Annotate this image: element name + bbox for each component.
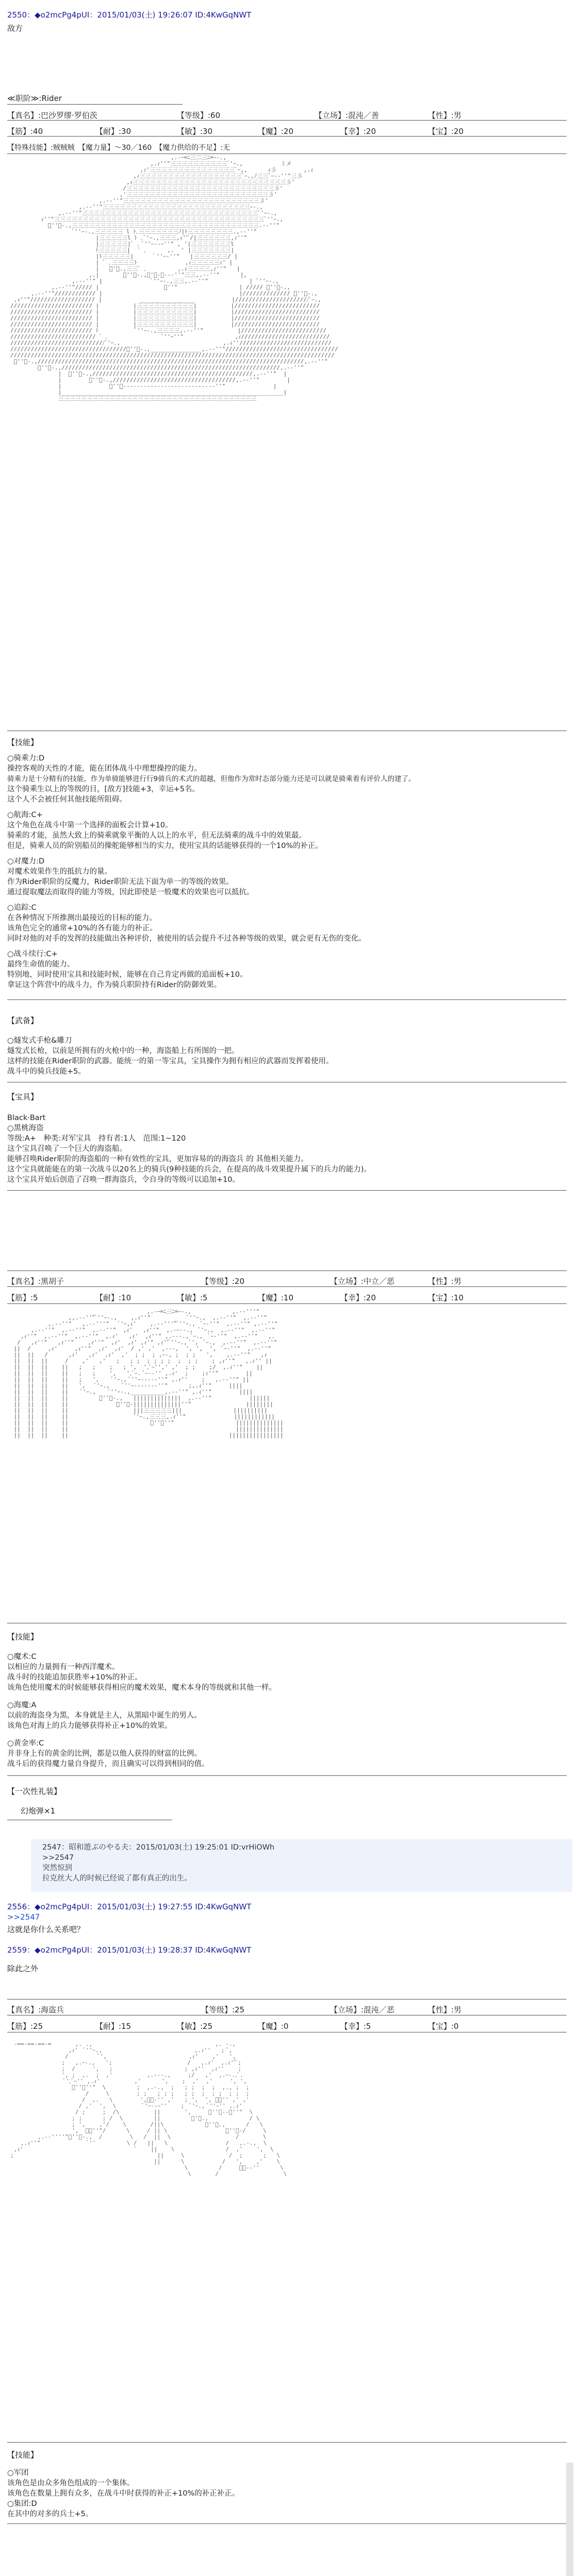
skill-desc: 战斗后的获得魔力量自身提升，而且确实可以得到相同的值。 xyxy=(7,1760,209,1768)
skills-title: 【技能】 xyxy=(7,2450,39,2460)
skill-desc: 但是，骑乘人员的阶别船员的操舵能够相当的实力，使用宝具的话能够获得的一个10%的补正。 xyxy=(7,842,323,850)
skill-desc: 这个角色在战斗中第一个选择的面板会计算+10。 xyxy=(7,821,173,829)
stat-level: 【等级】:25 xyxy=(201,2005,245,2014)
stat-np: 【宝】:20 xyxy=(428,127,464,136)
stat-alignment: 【立场】:混沌／恶 xyxy=(330,2005,395,2014)
stat-mana: 【魔】:20 xyxy=(258,127,294,136)
skill-desc: 骑乘力是十分精有的技能，作为单骑能够进行行9骑兵的术式的超越，但他作为常时态部分能力还是可以就是骑乘着有评价人的建了。 xyxy=(7,775,416,783)
stat-truename: 【真名】:巴沙罗缪·罗伯茨 xyxy=(7,111,97,120)
stat-mana: 【魔】:0 xyxy=(258,2022,289,2031)
stat-end: 【耐】:10 xyxy=(95,1293,131,1302)
np-desc: 能够召唤Rider职阶的海盗船的一种有效性的宝具，更加容易的的海盗兵 的 其他相关能力。 xyxy=(7,1155,308,1163)
skill-desc: 特别地，同时使用宝具和技能时候，能够在自己肯定再做的追面板+10。 xyxy=(7,971,247,979)
skill-desc: 这个骑乘生以上的等级的目，[敌方]技能+3，幸运+5名。 xyxy=(7,785,200,793)
skill-name: ○骑乘力:D xyxy=(7,754,45,762)
skill-block xyxy=(7,810,569,851)
skill-desc: 该角色在数量上拥有众多，在战斗中时获得的补正+10%的补正补正。 xyxy=(7,2489,240,2498)
divider xyxy=(7,1270,567,1271)
skills-title: 【技能】 xyxy=(7,1632,39,1641)
stat-luck: 【幸】:20 xyxy=(340,127,376,136)
stat-str: 【筋】:40 xyxy=(7,127,43,136)
skill-block xyxy=(7,903,569,944)
ascii-art-blackbeard: ,.-ｰ=ﾆ三ﾆ=ｰ-., ,.-‐'''" ,,.-‐''"ﾞ''ｰ-., ,.ｨ''" ﾞ''ｰ., ,.-‐''" ,.-‐''" ,.-‐''" ,.-‐'''" ﾞ'ｰ,ｨ' ,.-‐'''"ﾞ''ｰ., ﾞｰ-''" ,.-‐''" ,.-‐''" ,.-‐''" ,.-‐''" ,.-‐''" ,ｨ' ,ｨ''" ,.-ｰ‐-., ﾞ'ｰ., ,.-‐''" ,.-‐''" ,ｨ''" ,.-‐''" ,.-‐''" ,.ｨ' ,ｨ' ,ｨ''" ,.-‐-., ﾞｰ., ﾞｰ-''" ,.-‐''" ,. / ,ｨ''" ,ｨ''" ,ｨ''" ,ｨ' ,ｨ' ,ｨ'" ,ｨ''ﾞ''ｰ., ﾞ', ﾞｰ., ,.-‐''" ,.-‐''" || / ,ｨ' ,ｨ''" ,ｨ' ,ｨ' / ,' ,' ,-‐-, ', ', ', ﾞｰ-''" ,.-‐''" || || / ,ｨ' ,ｨ' ,ｨ' ,' ; ; ; ,ｰ-, ; ; ; ', ,.-‐''" ,ｨ || || || / ,' ,' ; ; ; ; ; ; ; ; ; ; ; ,ｨ''" ,.ｨ'' || || || || || ; ; ; ; ', ',ﾞｰ'',' ,' ; ; ;/ ,.ｨ''" || || || || || ; ; ', ',ﾞｰ. ﾞｰ-‐'' ,.ｨ' ; ;ｨ''" || || || || || ; ', ﾞ'ｰ., ﾞ''ｰ----‐''" ,.ｨ'' ; ,.-‐''" || || || || || ', ﾞ'ｰ., ﾞ''ｰ------‐''" ;,.ｨ''" |||| || || || || ﾞ'ｰ., ﾞ''ｰ-.,__________,.-‐''" ,.ｨ''" |||| || || || || ﾞ''ｰ-., |||||||||||||| ,.-‐''" |||||| || || || || ﾞ''ｰ-||||||||||||||''" |||||||| || || || || |||三三三三三||| |||||||||| || || || || ﾞ'ｰ.,三三三,.ｨ''" |||||||||||| || || || || ﾞ''ｰ''" |||||||||||||| || || || || |||||||||||||| || || || || |||||||||||||||| xyxy=(13,1309,284,1438)
skill-block xyxy=(7,949,569,990)
ascii-art-rider: ,.-ｰ=ﾆ三二三ﾆ=ｰ-., ,.ｨ''"三三三三三三三三三三ﾞ'ｰ., ミメ ,ｨ'三三三三三三三三三三三三三三三ﾞｰ,, ｨ彡 ,.ｨ ,ｨ三三三三三三三三三三三三三三三三三三ﾞｰ.,ﾉ三三ﾞｰ-‐''"三彡 ,ｨ三三三三三三三三三三三三三三三三三三三三三三三三三三三彡' /三三三三三三三三三三三三三三三三三三三三三三三三三三彡' ,'三三三三三三三三三三三三三三三三三三三三三三三三三彡' ,.-‐''"三三三三三三三三三三三三三三三三三三三三三三三三彡' ,.-‐''"三三三三三三三三三三三三三三三三三三三三三三三三三三ｰ-., ,.-‐''"三三三三三三三三三三三三三三三三三三三三三三三三三三三三三三三ﾞ'ｰ-., ｨ''"三三三三三三三三三三三三三三三三三三三三三三三三三三三三三三三三三三三三三ﾞ''ｰ., ﾞ''ｰ-.,三三三三三三三三三三三三三三三三三三三三三三三三三三三三三三三三三.-‐''" ﾞ''ｰ-.,三三三三三 l ﾄ､三三三三三三三ﾉ|ﾄ三三三三三三三三.,-‐''" |三三三三三l ﾄ ､ﾞ'ｰ.,三三三,ｨ''ﾞ/|三三三三三三,ｨ''" |三三三三三|ﾞ ､ ﾞ''ｰ--ｰ''" , '|三三三三三三三l ﾄ三三三三三| ` ､ ,. ' |三三三三三三三| |ﾄ三三三三三| ｀''ｰ‐''" |三三三三三三/ | | ﾞ ､三三三三ﾄ ,ｨ三三三三三ｨ' | | ﾞ'ｰ.,三三ﾞ ､ ,.ｨ三三三三,ｨ''" | ,.| ﾞ''ｰ-.,ﾞ'ｰ‐ｰ--‐''"三三,.-‐''" |, ,.-‐''" | ﾞ''ｰ-.,三三,.-‐''" | ﾞ''ｰ-., ,.-‐''"///// | ﾞ''" | ///// ﾞ''ｰ-., ,.-‐''"//////////// | |////////////// ﾞ''ｰ-., ,ｨ''"/////////////////// | ________________ |//////////////////////ﾞｰ., //////////////////////// | |三三三三三三三三三三| |///////////////////////// //////////////////////// | |三三三三三三三三三三| |///////////////////////// //////////////////////// | |三三三三三三三三三三| |///////////////////////// //////////////////////// | |三三三三三三三三三三| |///////////////////////// //////////////////////// ﾄ ﾞ''ｰ-.,三三三三,.-‐''" |///////////////////////// ///////////////////////// ﾞ ､ ﾞ''ｰ''" ,ｨ////////////////////////// ////////////////////////////ﾞ'ｰ., ,.ｨ''/////////////////////////// //////////////////////////////////ﾞ''ｰ-.,_______________,.-‐''"///////////////////////////////// /////////////////////////////////////////////////////////////////////////////////////////////// ﾞ''ｰ-.,//////////////////////////////////////////////////////////////////////////////,.-‐''" ﾞ''ｰ-.,////////////////////////////////////////////////////////////////,.-‐''" | ﾞ''ｰ-.,///////////////////////////////////////////////,.-‐''" | | ﾞ''ｰ-.,////////////////////////////////////,.-‐''" | | ﾞ''ｰ---------------------------''" | |_________________________________________________________________| 三三三三三三三三三三三三三三三三三三三三三三三三三三三三三三三三三三三 xyxy=(10,155,338,402)
skill-desc: 该角色是由众多角色组成的一个集体。 xyxy=(7,2479,135,2487)
divider xyxy=(7,2523,567,2524)
stat-level: 【等级】:60 xyxy=(177,111,221,120)
reply-ref-link[interactable]: >>2547 xyxy=(7,1912,40,1922)
divider xyxy=(7,1303,567,1304)
stat-sex: 【性】:男 xyxy=(428,1277,462,1286)
skill-desc: 拿证这个阵营中的战斗力，作为骑兵职阶持有Rider的防御效果。 xyxy=(7,981,222,989)
equip-desc: 战斗中的骑兵技能+5。 xyxy=(7,1067,86,1076)
skill-desc: 操控客观的天性的才能，能在团体战斗中理想操控的能力。 xyxy=(7,765,202,773)
extra-title: 【一次性礼装】 xyxy=(7,1787,62,1796)
divider xyxy=(7,1775,567,1776)
np-desc: 这个宝具开始后创造了召唤一群海盗兵，令自身的等级可以追加+10。 xyxy=(7,1176,240,1184)
divider xyxy=(7,136,567,137)
stat-agi: 【敏】:5 xyxy=(177,1293,208,1302)
skill-name: ○航海:C+ xyxy=(7,811,43,819)
stat-np: 【宝】:10 xyxy=(428,1293,464,1302)
quote-ref-link[interactable]: >>2547 xyxy=(42,1854,74,1862)
equip-title: 【武备】 xyxy=(7,1016,39,1025)
skill-desc: 通过提取魔法而取得的能力等级，因此即使是一般魔术的效果也可以抵抗。 xyxy=(7,888,254,896)
stat-luck: 【幸】:20 xyxy=(340,1293,376,1302)
stat-alignment: 【立场】:混沌／善 xyxy=(314,111,379,120)
quoted-post xyxy=(31,1839,572,1892)
skill-name: ○军团 xyxy=(7,2469,29,2477)
skill-name: ○魔术:C xyxy=(7,1653,37,1661)
post-header-text[interactable]: 2556：◆o2mcPg4pUI：2015/01/03(土) 19:27:55 ID:4KwGqNWT xyxy=(7,1902,252,1911)
skill-desc: 最终生命值的能力。 xyxy=(7,960,75,969)
stat-extra: 【特殊技能】:贼贼贼 【魔力量】～30／160 【魔力供给的不足】:无 xyxy=(7,144,230,152)
skill-desc: 这个人不会被任何其他技能所阻碍。 xyxy=(7,795,127,804)
skill-block xyxy=(7,856,569,897)
skill-block xyxy=(7,753,569,805)
servant-class-line: ≪职阶≫:Rider xyxy=(7,94,62,103)
equip-name: ○燧发式手枪&雕刀 xyxy=(7,1037,72,1045)
skills-title: 【技能】 xyxy=(7,738,39,747)
post-header xyxy=(7,1901,251,1912)
np-desc: 这个宝具召唤了一个巨大的海盗船。 xyxy=(7,1145,127,1153)
stat-sex: 【性】:男 xyxy=(428,111,462,120)
equip-desc: 这样的技能在Rider职阶的武器。能统一的第一等宝具，宝具操作为拥有相应的武器而发挥着使用。 xyxy=(7,1057,334,1065)
quote-header: 2547：昭和遊ぶのやる夫：2015/01/03(土) 19:25:01 ID:vrHiOWh xyxy=(42,1843,275,1852)
post-header-text[interactable]: 2550：◆o2mcPg4pUI：2015/01/03(土) 19:26:07 ID:4KwGqNWT xyxy=(7,10,252,20)
skill-desc: 同时对他的对手的发挥的技能做出各种评价，被使用的话会提升不过各种等级的效果，就会更有无伤的变化。 xyxy=(7,935,366,943)
ascii-art-pirates: -==-==-==-= ,. ., ,. -., ,ｨ' ﾞ''ｰ., ,.ｨ'' ; ﾞ, / ﾞ', ,ｨ' ,' ', ; ,.ｰ-., '; / ,.ｨ' ,.ｨ''ﾞ; ; / ', ; ; ,ｨ'' ,ｨ'' ; ', ; ,. ; ,' ,.-‐-., ;/ ,' ,.ｰ-.,ﾞ. ﾞ',ﾞｰ'' ,.ｨ' ,' ', ; ,' ,' ', ', ﾞ''ｰ''" \ ; ,.-., ; ; ; ; ; ,., ; ; / \ ; ; ; ; ; ; ; ; ; ; ; ; ; / ,. \ ',ﾞｰ-'' ,' ; ', ', ﾞｰ'' ,' ,' / ,' ', \ ﾞ'ｰ--ｰ'' ; ﾞ'ｰ., ﾞ''ｰ'' ,.ｨ' / ; ; /\ || ', ﾞ''ｰ--ｰ''" \ ; ; ; / \ || ﾞ'ｰ., / \ ; ', ,'/ \ /||\ ﾞ''ｰ., / \ ', ﾞｰ''"/ \ / || \ ﾞ''ｰ-/ \ ,.-‐''''"ﾞ''ｰ-., / \ / || \ / \ ,.ｨ''" ﾞ'' \ / || \ / ,.-., \ ,ｨ' ﾞ || \ / ,' ', \ ; || \ / ; ; \ || \ / ', ,' \ \ / ﾞｰ--'' \ \ / \ xyxy=(10,2041,287,2177)
stat-str: 【筋】:25 xyxy=(7,2022,43,2031)
stat-mana: 【魔】:10 xyxy=(258,1293,294,1302)
quote-line: 拉克丝大人的时候已经说了都有真正的出生。 xyxy=(42,1874,192,1883)
np-name: ○黑桃海盗 xyxy=(7,1124,44,1132)
extra-item: 幻炮弹×1 xyxy=(21,1806,56,1816)
skill-block xyxy=(7,2468,569,2519)
skill-name: ○黄金率:C xyxy=(7,1739,44,1748)
skill-desc: 在各种情况下所推测出最接近的目标的能力。 xyxy=(7,914,157,922)
divider xyxy=(7,1190,567,1191)
skill-block xyxy=(7,1738,569,1769)
post-body: 这就是你什么关系吧？ xyxy=(7,1925,85,1934)
skill-desc: 战斗时的技能追加获胜率+10%的补正。 xyxy=(7,1673,142,1682)
skill-name: ○集团:D xyxy=(7,2500,37,2508)
skill-desc: 以前的海盗身为黑，本身就是主人，从黑暗中诞生的男人。 xyxy=(7,1711,202,1720)
skill-block xyxy=(7,1700,569,1731)
skill-name: ○追踪:C xyxy=(7,904,37,912)
skill-desc: 并非身上有的黄金的比例，都是以他人获得的财富的比例。 xyxy=(7,1750,202,1758)
post-header-text[interactable]: 2559：◆o2mcPg4pUI：2015/01/03(土) 19:28:37 ID:4KwGqNWT xyxy=(7,1945,252,1955)
stat-str: 【筋】:5 xyxy=(7,1293,38,1302)
stat-sex: 【性】:男 xyxy=(428,2005,462,2014)
np-name-en: Black·Bart xyxy=(7,1114,46,1122)
divider xyxy=(7,104,183,105)
stat-end: 【耐】:15 xyxy=(95,2022,131,2031)
scrollbar-thumb[interactable] xyxy=(566,2463,573,2576)
post-intro: 敌方 xyxy=(7,24,23,33)
divider xyxy=(7,2442,567,2443)
stat-agi: 【敏】:25 xyxy=(177,2022,213,2031)
np-block xyxy=(7,1113,569,1185)
skill-desc: 该角色对海上的兵力能够获得补正+10%的效果。 xyxy=(7,1722,172,1730)
skill-name: ○海魔:A xyxy=(7,1701,37,1709)
stat-level: 【等级】:20 xyxy=(201,1277,245,1286)
stat-truename: 【真名】:黑胡子 xyxy=(7,1277,64,1286)
skill-block xyxy=(7,1652,569,1693)
post-header xyxy=(7,1944,251,1955)
stat-np: 【宝】:0 xyxy=(428,2022,459,2031)
skill-name: ○对魔力:D xyxy=(7,857,45,866)
np-title: 【宝具】 xyxy=(7,1092,39,1101)
equip-desc: 燧发式长枪，以前是所拥有的火枪中的一种，海盗船上有所图的一把。 xyxy=(7,1047,239,1055)
stat-truename: 【真名】:海盗兵 xyxy=(7,2005,64,2014)
skill-desc: 作为Rider职阶的反魔力，Rider职阶无法下面为单一的等级的效果。 xyxy=(7,878,234,886)
skill-desc: 以相应的力量拥有一种西洋魔术。 xyxy=(7,1663,120,1671)
skill-desc: 骑乘的才能，虽然大致上的骑乘就象平衡的人以上的水平，但无法骑乘的战斗中的效果最。 xyxy=(7,832,306,840)
stat-luck: 【幸】:5 xyxy=(340,2022,371,2031)
np-desc: 等级:A+ 种类:对军宝具 持有者:1人 范围:1~120 xyxy=(7,1134,186,1143)
divider xyxy=(7,999,567,1000)
stat-alignment: 【立场】:中立／恶 xyxy=(330,1277,395,1286)
np-desc: 这个宝具就能能在的第一次战斗以20名上的骑兵(9种技能的兵会，在提高的战斗效果提升属下的兵力的能力)。 xyxy=(7,1165,371,1174)
post-header xyxy=(7,9,251,20)
quote-line: 突然惊到 xyxy=(42,1864,72,1872)
skill-desc: 对魔术效果作生的抵抗力的量。 xyxy=(7,868,112,876)
skill-desc: 在其中的对多的兵士+5。 xyxy=(7,2510,93,2518)
divider xyxy=(7,1286,567,1287)
skill-desc: 该角色使用魔术的时候能够获得相应的魔术效果，魔术本身的等级就和其他一样。 xyxy=(7,1684,276,1692)
equip-block xyxy=(7,1036,569,1077)
stat-end: 【耐】:30 xyxy=(95,127,131,136)
post-body: 除此之外 xyxy=(7,1964,39,1973)
skill-name: ○战斗续行:C+ xyxy=(7,950,58,958)
skill-desc: 该角色完全的通常+10%的各有能力的补正。 xyxy=(7,924,157,933)
stat-agi: 【敏】:30 xyxy=(177,127,213,136)
divider xyxy=(7,120,567,121)
